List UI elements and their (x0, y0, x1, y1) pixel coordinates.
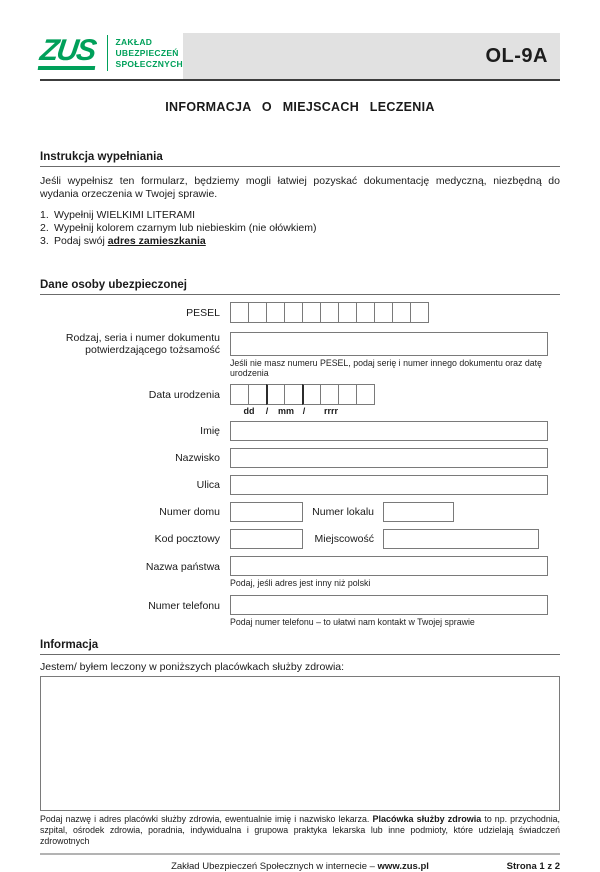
list-item-number: 1. (40, 209, 54, 222)
footer-center-text: Zakład Ubezpieczeń Społecznych w internecie – www.zus.pl (40, 861, 560, 872)
city-label: Miejscowość (303, 533, 383, 545)
house-number-input[interactable] (230, 502, 303, 522)
birth-date-cell[interactable] (248, 384, 267, 405)
org-name (115, 37, 183, 70)
list-item-text: Wypełnij WIELKIMI LITERAMI (54, 209, 195, 222)
phone-input[interactable] (230, 595, 548, 615)
caption-dd: dd (232, 406, 266, 416)
first-name-label: Imię (40, 425, 230, 437)
caption-slash: / (299, 406, 309, 416)
list-item (40, 209, 560, 222)
postal-code-label: Kod pocztowy (40, 533, 230, 545)
list-item-number: 3. (40, 235, 54, 248)
phone-row (40, 595, 560, 627)
last-name-label: Nazwisko (40, 452, 230, 464)
flat-number-label: Numer lokalu (303, 506, 383, 518)
country-input[interactable] (230, 556, 548, 576)
treatment-places-textarea[interactable] (40, 676, 560, 811)
zus-logo-icon: ZUS (38, 37, 100, 70)
phone-label: Numer telefonu (40, 595, 230, 612)
birth-date-captions (230, 406, 375, 417)
birth-date-cell[interactable] (338, 384, 357, 405)
last-name-input[interactable] (230, 448, 548, 468)
birth-date-cell[interactable] (230, 384, 249, 405)
postal-code-row (40, 529, 560, 549)
pesel-cell[interactable] (284, 302, 303, 323)
list-item-text: Wypełnij kolorem czarnym lub niebieskim (nie ołówkiem) (54, 222, 317, 235)
pesel-cell[interactable] (302, 302, 321, 323)
information-heading: Informacja (40, 639, 560, 655)
house-number-label: Numer domu (40, 506, 230, 518)
pesel-cell[interactable] (356, 302, 375, 323)
form-code-bar (183, 33, 560, 79)
information-note: Podaj nazwę i adres placówki służby zdrowia, ewentualnie imię i nazwisko lekarza. Placówka służby zdrowia to np. przychodnia, szpital, ośrodek zdrowia, poradnia, indywidualna i grupowa praktyka lekarska lub inne podmioty, które udzielają świadczeń zdrowotnych (40, 814, 560, 847)
pesel-label: PESEL (40, 307, 230, 319)
page-number: Strona 1 z 2 (507, 861, 560, 872)
pesel-cell[interactable] (392, 302, 411, 323)
pesel-cell[interactable] (248, 302, 267, 323)
form-code: OL-9A (486, 45, 549, 68)
birth-date-cell[interactable] (356, 384, 375, 405)
information-lead: Jestem/ byłem leczony w poniższych placówkach służby zdrowia: (40, 661, 560, 673)
caption-slash: / (262, 406, 272, 416)
list-item (40, 235, 560, 248)
pesel-cells (230, 302, 550, 323)
pesel-cell[interactable] (338, 302, 357, 323)
footer-divider (40, 853, 560, 855)
pesel-cell[interactable] (374, 302, 393, 323)
birth-date-cell[interactable] (302, 384, 321, 405)
birth-date-row (40, 384, 560, 417)
first-name-row (40, 421, 560, 441)
list-item-bold-text: adres zamieszkania (108, 235, 206, 247)
list-item-text: Podaj swój adres zamieszkania (54, 235, 206, 248)
page-title: INFORMACJA O MIEJSCACH LECZENIA (40, 100, 560, 114)
pesel-cell[interactable] (410, 302, 429, 323)
house-number-row (40, 502, 560, 522)
information-note-bold: Placówka służby zdrowia (372, 814, 481, 824)
last-name-row (40, 448, 560, 468)
identity-document-label: Rodzaj, seria i numer dokumentu potwierdzającego tożsamość (40, 332, 230, 356)
birth-date-cell[interactable] (266, 384, 285, 405)
birth-date-label: Data urodzenia (40, 384, 230, 401)
caption-mm: mm (269, 406, 303, 416)
zus-logo (40, 33, 183, 79)
pesel-row (40, 302, 560, 323)
birth-date-cells (230, 384, 550, 405)
pesel-cell[interactable] (230, 302, 249, 323)
section-instructions (40, 151, 560, 248)
pesel-cell[interactable] (266, 302, 285, 323)
page-footer (40, 861, 560, 872)
postal-code-input[interactable] (230, 529, 303, 549)
phone-hint: Podaj numer telefonu – to ułatwi nam kontakt w Twojej sprawie (230, 617, 550, 627)
street-input[interactable] (230, 475, 548, 495)
flat-number-input[interactable] (383, 502, 454, 522)
identity-document-input[interactable] (230, 332, 548, 356)
section-insured-data (40, 279, 560, 627)
org-line-2: UBEZPIECZEŃ (115, 48, 183, 59)
pesel-cell[interactable] (320, 302, 339, 323)
org-line-3: SPOŁECZNYCH (115, 59, 183, 70)
section-information (40, 639, 560, 847)
list-item-number: 2. (40, 222, 54, 235)
list-item (40, 222, 560, 235)
instructions-intro: Jeśli wypełnisz ten formularz, będziemy mogli łatwiej pozyskać dokumentację medyczną, niezbędną do wydania orzeczenia w Twojej sprawie. (40, 175, 560, 201)
footer-url: www.zus.pl (378, 861, 429, 872)
instructions-heading: Instrukcja wypełniania (40, 151, 560, 167)
identity-document-hint: Jeśli nie masz numeru PESEL, podaj serię i numer innego dokumentu oraz datę urodzenia (230, 358, 550, 378)
street-row (40, 475, 560, 495)
city-input[interactable] (383, 529, 539, 549)
street-label: Ulica (40, 479, 230, 491)
country-row (40, 556, 560, 588)
org-line-1: ZAKŁAD (115, 37, 183, 48)
insured-data-heading: Dane osoby ubezpieczonej (40, 279, 560, 295)
first-name-input[interactable] (230, 421, 548, 441)
country-hint: Podaj, jeśli adres jest inny niż polski (230, 578, 550, 588)
country-label: Nazwa państwa (40, 556, 230, 573)
caption-rrrr: rrrr (306, 406, 356, 416)
birth-date-cell[interactable] (320, 384, 339, 405)
birth-date-cell[interactable] (284, 384, 303, 405)
page-header (40, 33, 560, 81)
identity-document-row (40, 332, 560, 378)
instructions-list (40, 209, 560, 248)
